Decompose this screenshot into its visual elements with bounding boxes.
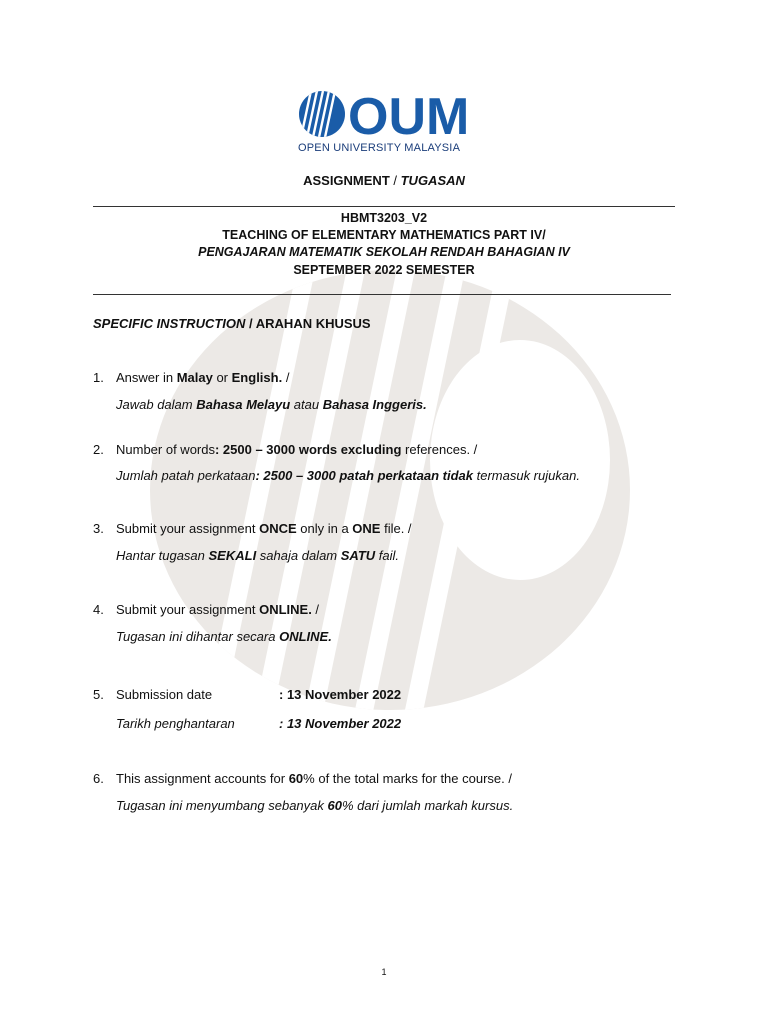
item-number: 4. (93, 602, 104, 617)
divider-top (93, 206, 675, 207)
item-2-en: Number of words: 2500 – 3000 words excluding references. / (116, 442, 478, 457)
item-2-ms: Jumlah patah perkataan: 2500 – 3000 patah perkataan tidak termasuk rujukan. (116, 468, 580, 483)
page-number: 1 (381, 967, 387, 977)
logo-university-name: OPEN UNIVERSITY MALAYSIA (298, 142, 461, 154)
item-3-en: Submit your assignment ONCE only in a ONE file. / (116, 521, 412, 536)
item-4-en: Submit your assignment ONLINE. / (116, 602, 320, 617)
oum-watermark-logo (150, 270, 630, 710)
tarikh-penghantaran-value: : 13 November 2022 (279, 716, 402, 731)
item-1-en: Answer in Malay or English. / (116, 370, 290, 385)
svg-text:OUM: OUM (348, 90, 470, 146)
item-number: 2. (93, 442, 104, 457)
specific-instruction-heading: SPECIFIC INSTRUCTION / ARAHAN KHUSUS (93, 316, 371, 331)
item-3-ms: Hantar tugasan SEKALI sahaja dalam SATU fail. (116, 548, 400, 563)
item-1-ms: Jawab dalam Bahasa Melayu atau Bahasa Inggeris. (116, 397, 427, 412)
course-title-en: TEACHING OF ELEMENTARY MATHEMATICS PART IV/ (222, 228, 546, 242)
course-title-ms: PENGAJARAN MATEMATIK SEKOLAH RENDAH BAHAGIAN IV (198, 245, 570, 259)
item-6-en: This assignment accounts for 60% of the total marks for the course. / (116, 771, 512, 786)
item-4-ms: Tugasan ini dihantar secara ONLINE. (116, 629, 332, 644)
item-number: 1. (93, 370, 104, 385)
tarikh-penghantaran-label: Tarikh penghantaran (116, 716, 235, 731)
assignment-heading: ASSIGNMENT / TUGASAN (303, 173, 465, 188)
divider-bottom (93, 294, 671, 295)
item-number: 3. (93, 521, 104, 536)
submission-date-value: : 13 November 2022 (279, 687, 402, 702)
item-number: 6. (93, 771, 104, 786)
item-number: 5. (93, 687, 104, 702)
course-code: HBMT3203_V2 (340, 211, 428, 225)
submission-date-label: Submission date (116, 687, 213, 702)
semester: SEPTEMBER 2022 SEMESTER (293, 263, 475, 277)
item-6-ms: Tugasan ini menyumbang sebanyak 60% dari jumlah markah kursus. (116, 798, 514, 813)
